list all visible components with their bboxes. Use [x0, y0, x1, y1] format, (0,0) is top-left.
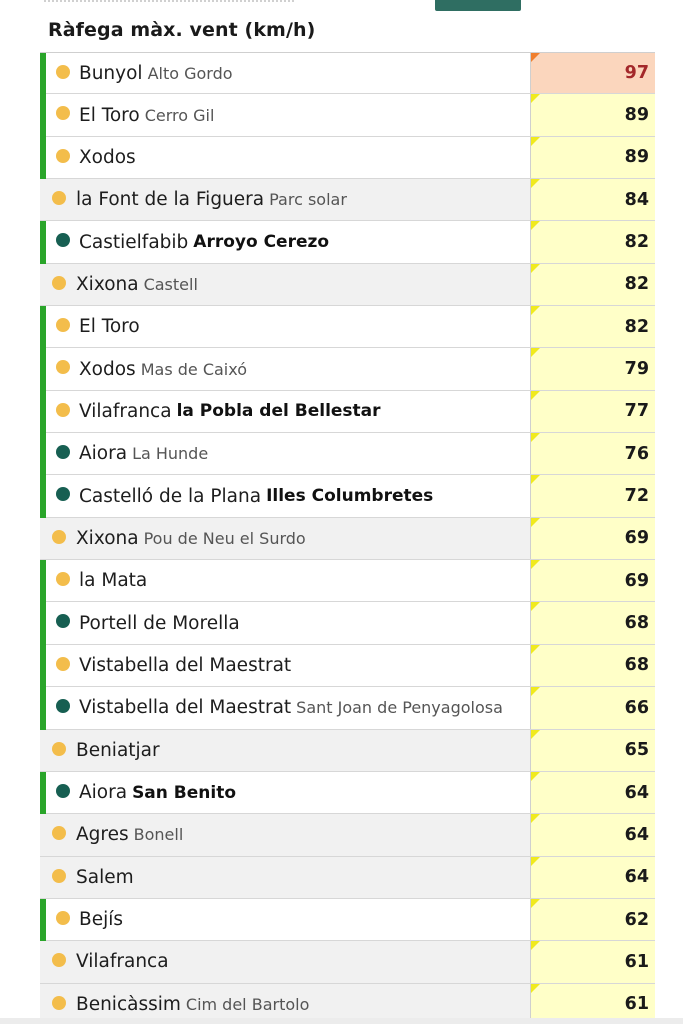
gust-value-cell: 79 — [531, 348, 655, 389]
station-dot-green-icon — [56, 445, 70, 459]
table-row[interactable] — [40, 857, 655, 899]
station-name-cell — [40, 645, 531, 686]
gust-value-cell: 82 — [531, 306, 655, 347]
gust-value-cell: 89 — [531, 94, 655, 135]
station-town: Vistabella del Maestrat — [79, 697, 292, 719]
station-name-cell — [40, 899, 531, 940]
table-row[interactable] — [40, 814, 655, 856]
station-location: Pou de Neu el Surdo — [143, 528, 306, 548]
gust-value-cell: 76 — [531, 433, 655, 474]
station-dot-yellow-icon — [52, 530, 66, 544]
station-name-cell — [40, 264, 531, 305]
table-row[interactable] — [40, 475, 655, 517]
station-name-cell — [40, 518, 531, 559]
table-row[interactable] — [40, 730, 655, 772]
station-name-cell — [40, 475, 531, 516]
table-row[interactable] — [40, 602, 655, 644]
table-row[interactable] — [40, 391, 655, 433]
station-dot-yellow-icon — [52, 869, 66, 883]
station-location: Castell — [143, 274, 198, 294]
station-town: Castelló de la Plana — [79, 485, 262, 507]
table-row[interactable] — [40, 772, 655, 814]
station-town: Xodos — [79, 358, 136, 380]
gust-value-cell: 64 — [531, 772, 655, 813]
table-row[interactable] — [40, 94, 655, 136]
wind-gust-table — [40, 52, 655, 1024]
table-row[interactable] — [40, 560, 655, 602]
station-name-cell — [40, 857, 531, 898]
station-dot-yellow-icon — [56, 403, 70, 417]
station-town: Bejís — [79, 909, 123, 931]
station-town: Aiora — [79, 443, 128, 465]
station-town: la Font de la Figuera — [76, 189, 265, 211]
table-row[interactable] — [40, 899, 655, 941]
station-town: Benicàssim — [76, 993, 181, 1015]
table-row[interactable] — [40, 306, 655, 348]
table-row[interactable] — [40, 179, 655, 221]
station-name-cell — [40, 602, 531, 643]
gust-value-cell: 66 — [531, 687, 655, 728]
station-dot-yellow-icon — [56, 911, 70, 925]
station-location: Bonell — [133, 825, 184, 845]
station-town: El Toro — [79, 104, 140, 126]
station-location: Mas de Caixó — [140, 359, 248, 379]
gust-value-cell: 61 — [531, 941, 655, 982]
station-town: Portell de Morella — [79, 612, 240, 634]
station-name-cell — [40, 137, 531, 178]
station-name-cell — [40, 221, 531, 262]
station-town: Vistabella del Maestrat — [79, 654, 292, 676]
gust-value-cell: 82 — [531, 221, 655, 262]
station-name-cell — [40, 560, 531, 601]
gust-value-cell: 84 — [531, 179, 655, 220]
table-row[interactable] — [40, 518, 655, 560]
table-title: Ràfega màx. vent (km/h) — [48, 19, 316, 41]
station-name-cell — [40, 687, 531, 728]
station-town: Xodos — [79, 146, 136, 168]
station-dot-yellow-icon — [56, 149, 70, 163]
station-town: Xixona — [76, 527, 139, 549]
station-town: Vilafranca — [79, 400, 172, 422]
station-town: Castielfabib — [79, 231, 189, 253]
table-row[interactable] — [40, 137, 655, 179]
gust-value-cell: 69 — [531, 560, 655, 601]
station-location: Illes Columbretes — [266, 486, 434, 507]
station-dot-yellow-icon — [52, 742, 66, 756]
station-location: Sant Joan de Penyagolosa — [296, 698, 503, 718]
gust-value-cell: 89 — [531, 137, 655, 178]
station-dot-yellow-icon — [56, 65, 70, 79]
station-name-cell — [40, 306, 531, 347]
station-dot-yellow-icon — [52, 191, 66, 205]
station-name-cell — [40, 53, 531, 93]
station-dot-green-icon — [56, 784, 70, 798]
station-location: Cim del Bartolo — [185, 994, 310, 1014]
station-town: El Toro — [79, 316, 140, 338]
table-row[interactable] — [40, 52, 655, 94]
station-name-cell — [40, 772, 531, 813]
station-name-cell — [40, 814, 531, 855]
gust-value-cell: 72 — [531, 475, 655, 516]
gust-value-cell: 64 — [531, 814, 655, 855]
station-town: Vilafranca — [76, 951, 169, 973]
station-town: Salem — [76, 866, 134, 888]
table-row[interactable] — [40, 348, 655, 390]
station-name-cell — [40, 179, 531, 220]
station-dot-yellow-icon — [52, 996, 66, 1010]
station-location: la Pobla del Bellestar — [176, 401, 381, 422]
station-town: la Mata — [79, 570, 148, 592]
table-row[interactable] — [40, 433, 655, 475]
table-row[interactable] — [40, 264, 655, 306]
station-name-cell — [40, 94, 531, 135]
station-location: Cerro Gil — [144, 105, 215, 125]
gust-value-cell: 77 — [531, 391, 655, 432]
station-town: Xixona — [76, 273, 139, 295]
gust-value-cell: 62 — [531, 899, 655, 940]
horizontal-scrollbar[interactable] — [0, 1018, 683, 1024]
station-location: La Hunde — [132, 444, 209, 464]
station-dot-yellow-icon — [56, 318, 70, 332]
gust-value-cell: 64 — [531, 857, 655, 898]
station-location: San Benito — [132, 782, 237, 803]
station-name-cell — [40, 433, 531, 474]
station-location: Parc solar — [269, 190, 347, 210]
station-town: Bunyol — [79, 62, 143, 84]
top-tab-button[interactable] — [435, 0, 521, 11]
station-location: Arroyo Cerezo — [193, 232, 330, 253]
gust-value-cell: 82 — [531, 264, 655, 305]
gust-value-cell: 61 — [531, 984, 655, 1024]
station-dot-yellow-icon — [56, 657, 70, 671]
table-row[interactable] — [40, 687, 655, 729]
gust-value-cell: 65 — [531, 730, 655, 771]
gust-value-cell: 68 — [531, 645, 655, 686]
table-row[interactable] — [40, 645, 655, 687]
station-town: Beniatjar — [76, 739, 160, 761]
previous-section-remnant — [44, 0, 294, 5]
station-dot-yellow-icon — [52, 276, 66, 290]
station-name-cell — [40, 348, 531, 389]
gust-value-cell: 68 — [531, 602, 655, 643]
table-row[interactable] — [40, 941, 655, 983]
station-town: Aiora — [79, 782, 128, 804]
station-name-cell — [40, 941, 531, 982]
station-location: Alto Gordo — [147, 63, 233, 83]
gust-value-cell: 69 — [531, 518, 655, 559]
station-name-cell — [40, 730, 531, 771]
table-row[interactable] — [40, 221, 655, 263]
gust-value-cell: 97 — [531, 53, 655, 93]
station-name-cell — [40, 391, 531, 432]
station-town: Agres — [76, 824, 129, 846]
